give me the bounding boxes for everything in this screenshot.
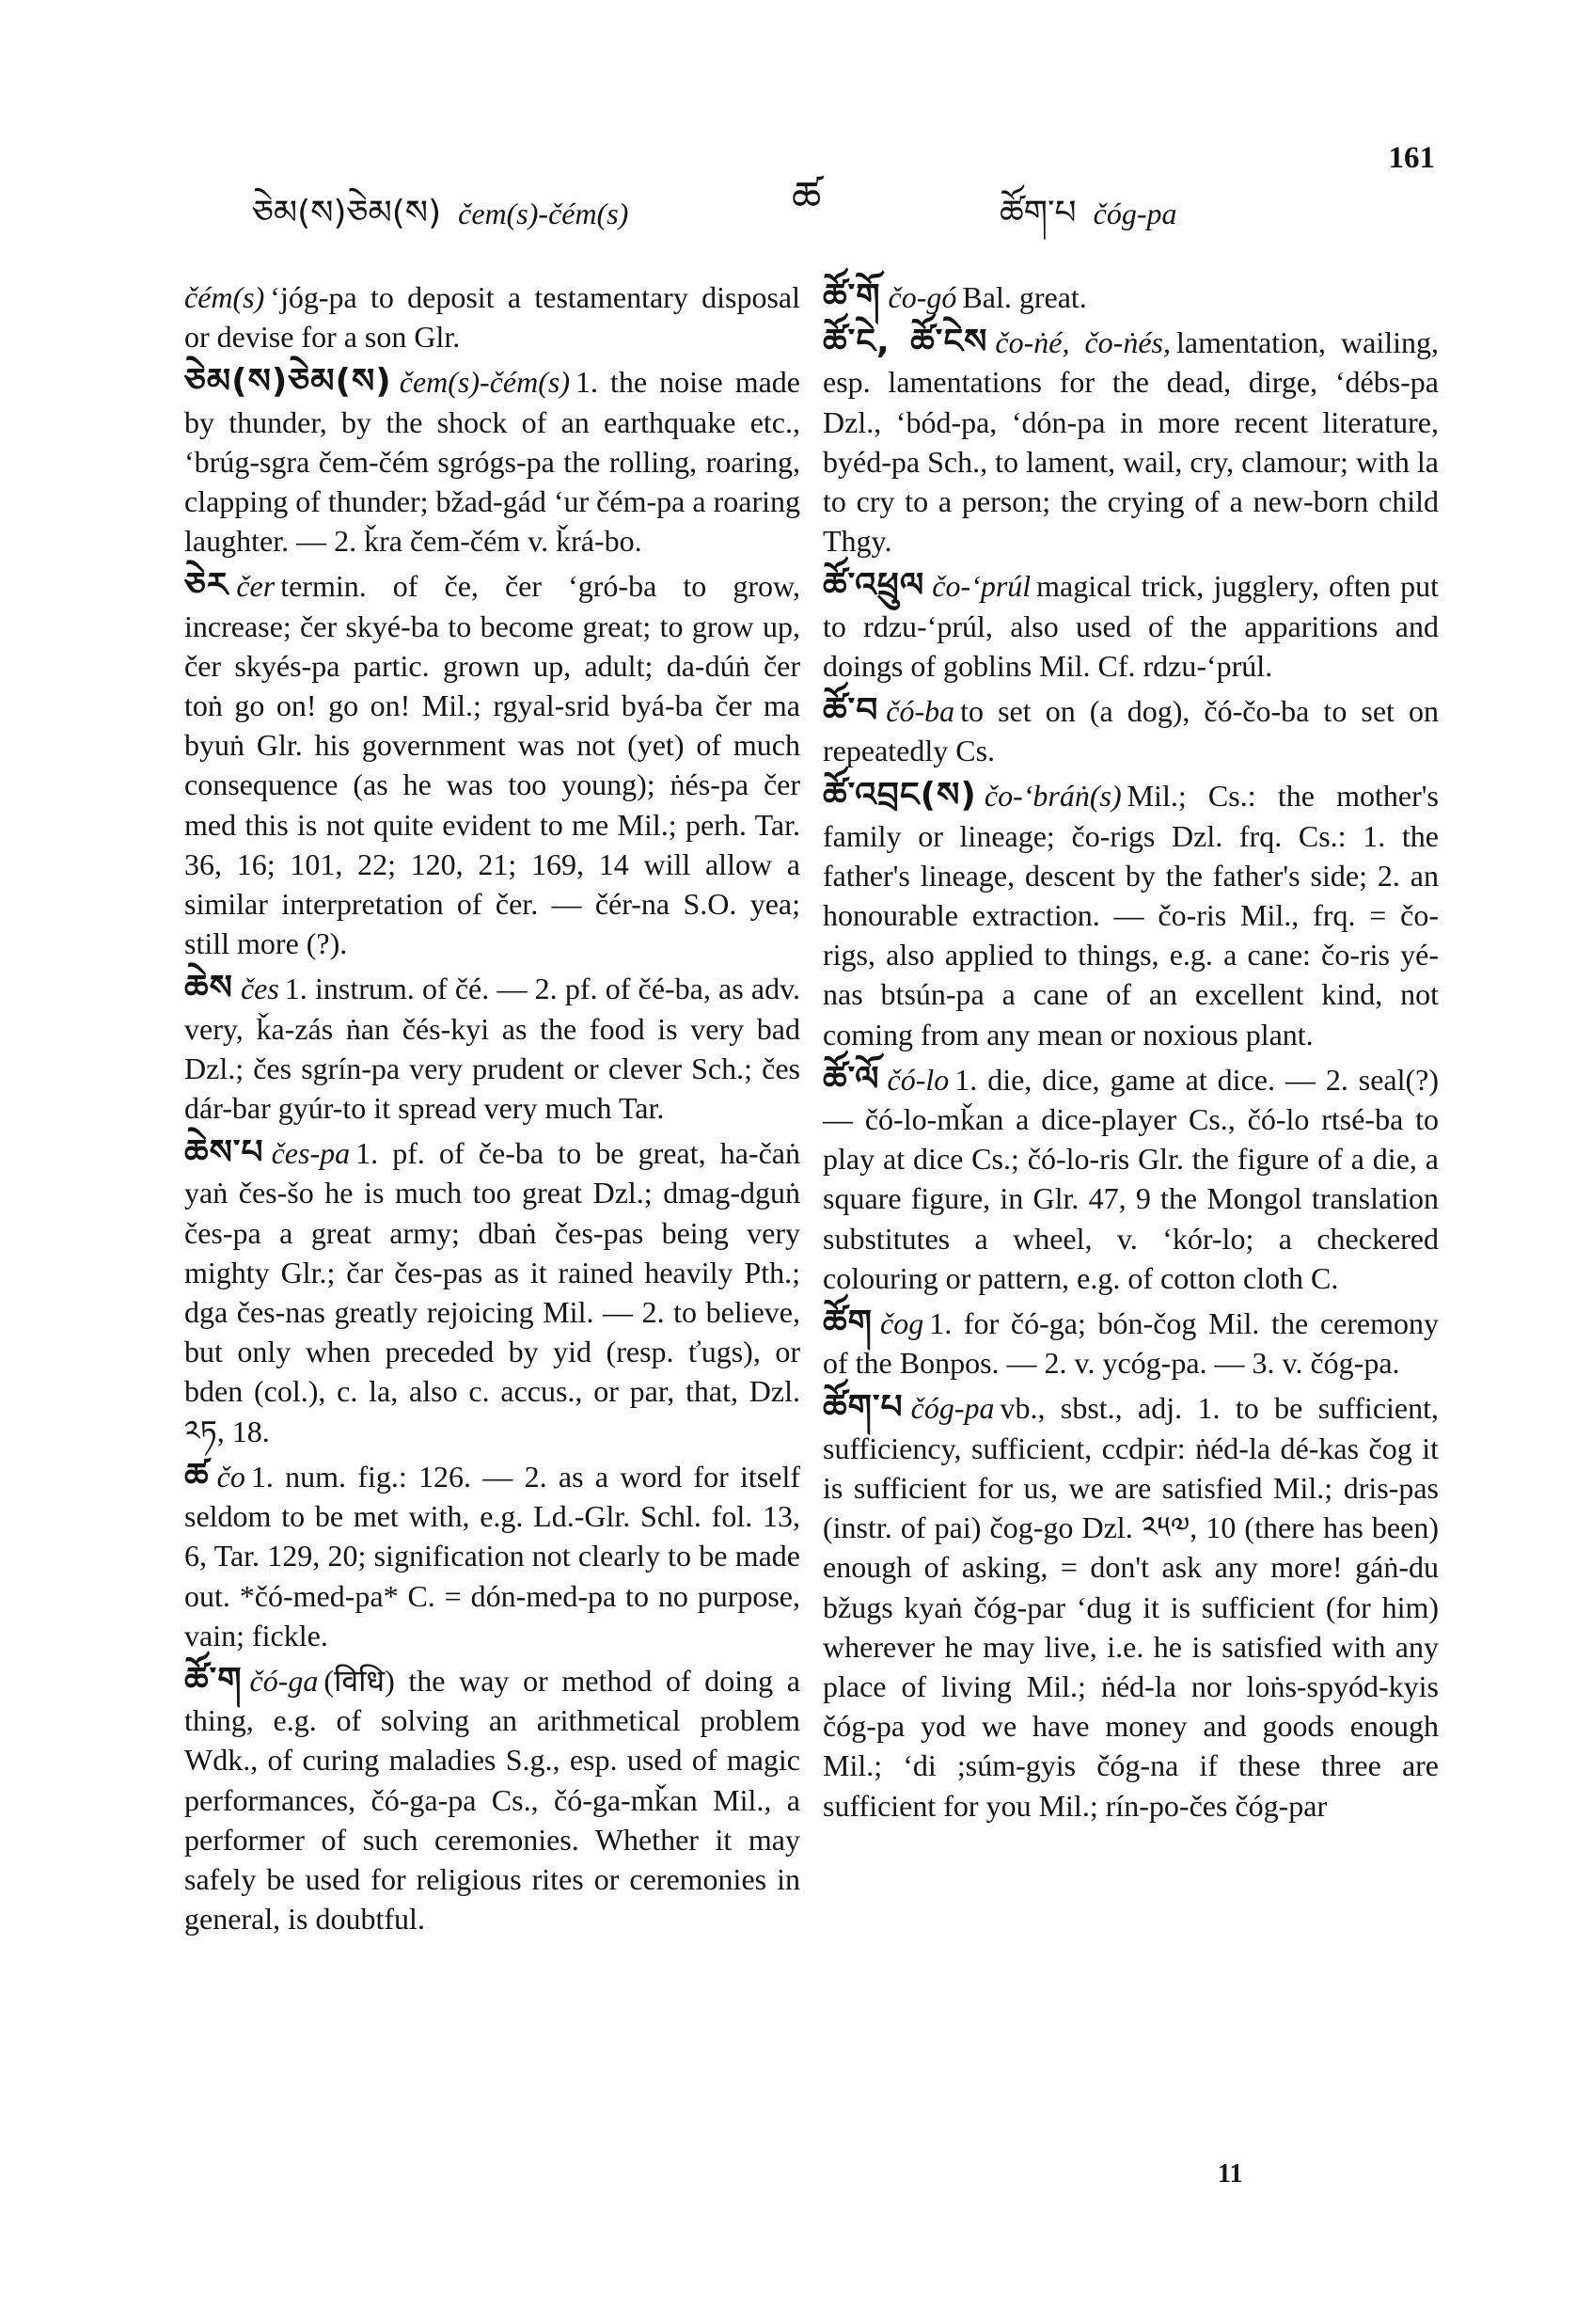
entry-definition: 1. instrum. of čé. — 2. pf. of čé-ba, as adv. very, ǩa-zás ṅan čés-kyi as the food is very bad Dzl.; čes sgrín-pa very prudent or clever Sch.; čes dár-bar gyúr-to it spread very much Tar. bbox=[184, 972, 800, 1126]
entry-transliteration: čó-ga bbox=[249, 1663, 319, 1698]
entry-tibetan-headword: ཚོ་ལོ bbox=[823, 1059, 880, 1099]
entry-definition: 1. pf. of če-ba to be great, ha-čaṅ yaṅ čes-šo he is much too great Dzl.; dmag-dguṅ čes-pa a great army; dbaṅ čes-pas being very mighty Glr.; čar čes-pas as it rained heavily Pth.; dga čes-nas greatly rejoicing Mil. — 2. to believe, but only when preceded by yid (resp. ťugs), or bden (col.), c. la, also c. accus., or par, that, Dzl. ༢ཏ, 18. bbox=[184, 1136, 800, 1448]
entry-definition: 1. for čó-ga; bón-čog Mil. the ceremony of the Bonpos. — 2. v. ycóg-pa. — 3. v. čóg-pa. bbox=[823, 1306, 1439, 1381]
entry-transliteration: čo bbox=[216, 1459, 245, 1494]
entry-transliteration: čó-lo bbox=[887, 1062, 950, 1097]
entry-definition: Mil.; Cs.: the mother's family or lineage; čo-rigs Dzl. frq. Cs.: 1. the father's lineage, descent by the father's side; 2. an honourable extraction. — čo-ris Mil., frq. = čo-rigs, also applied to things, e.g. a cane: čo-ris yé-nas btsún-pa a cane of an excellent kind, not coming from any mean or noxious plant. bbox=[823, 779, 1439, 1051]
entry-tibetan-headword: ཆེས bbox=[184, 969, 233, 1008]
dictionary-entry bbox=[823, 566, 1439, 686]
left-column bbox=[184, 277, 800, 1944]
dictionary-entry bbox=[184, 1661, 800, 1938]
dictionary-entry bbox=[823, 1304, 1439, 1383]
entry-transliteration: čog bbox=[879, 1306, 924, 1341]
entry-definition: 1. die, dice, game at dice. — 2. seal(?) — čó-lo-mǩan a dice-player Cs., čó-lo rtsé-ba to play at dice Cs.; čó-lo-ris Glr. the figure of a die, a square figure, in Glr. 47, 9 the Mongol translation substitutes a wheel, v. ʻkór-lo; a checkered colouring or pattern, e.g. of cotton cloth C. bbox=[823, 1062, 1439, 1295]
entry-tibetan-headword: ཆེས་པ bbox=[184, 1133, 264, 1173]
entry-tibetan-headword: ཚོ་གོ bbox=[823, 277, 881, 316]
entry-tibetan-headword: ཚོ་འཕྲུལ bbox=[823, 566, 925, 606]
entry-definition: (विधि) the way or method of doing a thing, e.g. of solving an arithmetical problem Wdk., of curing maladies S.g., esp. used of magic performances, čó-ga-pa Cs., čó-ga-mǩan Mil., a performer of such ceremonies. Whether it may safely be used for religious rites or ceremonies in general, is doubtful. bbox=[184, 1663, 800, 1937]
entry-tibetan-headword: ཚོ་བ bbox=[823, 691, 879, 731]
dictionary-entry bbox=[823, 323, 1439, 561]
entry-transliteration: čo-ʻbráṅ(s) bbox=[984, 779, 1122, 814]
page-number: 161 bbox=[1388, 141, 1435, 175]
running-head-right bbox=[1000, 174, 1176, 270]
signature-number: 11 bbox=[1218, 2159, 1243, 2189]
entry-tibetan-headword: ཚོག་པ bbox=[823, 1388, 904, 1428]
dictionary-entry bbox=[184, 362, 800, 561]
entry-definition: to set on (a dog), čó-čo-ba to set on repeatedly Cs. bbox=[823, 694, 1439, 768]
dictionary-entry bbox=[184, 566, 800, 963]
entry-transliteration: čo-ʻprúl bbox=[932, 569, 1032, 604]
running-head-right-tibetan: ཚོག་པ bbox=[1000, 194, 1077, 232]
running-head-left-translit: čem(s)-čém(s) bbox=[458, 197, 629, 230]
entry-transliteration: čém(s) bbox=[184, 280, 265, 314]
entry-definition: termin. of če, čer ʻgró-ba to grow, increase; čer skyé-ba to become great; to grow up, čer skyés-pa partic. grown up, adult; da-dúṅ čer toṅ go on! go on! Mil.; rgyal-srid byá-ba čer ma byuṅ Glr. his government was not (yet) of much consequence (as he was too young); ṅés-pa čer med this is not quite evident to me Mil.; perh. Tar. 36, 16; 101, 22; 120, 21; 169, 14 will allow a similar interpretation of čer. — čér-na S.O. yea; still more (?). bbox=[184, 569, 800, 961]
entry-transliteration: čó-ba bbox=[886, 694, 955, 729]
entry-tibetan-headword: ཚོ་ག bbox=[184, 1660, 243, 1700]
entry-tibetan-headword: ཚ bbox=[184, 1456, 210, 1495]
running-head-left-tibetan: ཅེམ(ས)ཅེམ(ས) bbox=[252, 194, 442, 232]
entry-transliteration: čem(s)-čém(s) bbox=[399, 365, 570, 400]
dictionary-entry bbox=[823, 277, 1439, 317]
entry-tibetan-headword: ཅེར bbox=[184, 566, 229, 606]
dictionary-entry bbox=[184, 277, 800, 356]
entry-transliteration: čes-pa bbox=[271, 1136, 351, 1171]
entry-definition: lamentation, wailing, esp. lamentations for the dead, dirge, ʻdébs-pa Dzl., ʻbód-pa, ʻdón-pa in more recent literature, byéd-pa Sch., to lament, wail, cry, clamour; with la to cry to a person; the crying of a new-born child Thgy. bbox=[823, 325, 1440, 559]
entry-tibetan-headword: ཚོ་ངེ, ཚོ་ངེས bbox=[823, 323, 988, 362]
right-column bbox=[823, 277, 1439, 1831]
entry-definition: magical trick, jugglery, often put to rdzu-ʻprúl, also used of the apparitions and doings of goblins Mil. Cf. rdzu-ʻprúl. bbox=[823, 569, 1439, 683]
dictionary-entry bbox=[823, 1388, 1439, 1825]
dictionary-entry bbox=[184, 969, 800, 1128]
dictionary-entry bbox=[184, 1457, 800, 1655]
section-letter: ཚ bbox=[792, 173, 822, 221]
entry-transliteration: čóg-pa bbox=[910, 1391, 995, 1426]
entry-tibetan-headword: ཚོ་འབྲང(ས) bbox=[823, 776, 977, 815]
entry-definition: vb., sbst., adj. 1. to be sufficient, sufficiency, sufficient, ccdpir: ṅéd-la dé-kas čog it is sufficient for us, we are satisfied Mil.; dris-pas (instr. of pai) čog-go Dzl. ༢༥༧, 10 (there has been) enough of asking, = don't ask any more! gáṅ-du bžugs kyaṅ čóg-par ʻdug it is sufficient (for him) wherever he may live, i.e. he is satisfied with any place of living Mil.; ṅéd-la nor loṅs-spyód-kyis čóg-pa yod we have money and goods enough Mil.; ʻdi ;súm-gyis čóg-na if these three are sufficient for you Mil.; rín-po-čes čóg-par bbox=[823, 1391, 1439, 1823]
entry-transliteration: čer bbox=[236, 569, 276, 604]
dictionary-entry bbox=[823, 776, 1439, 1053]
entry-transliteration: čo-gó bbox=[888, 280, 957, 314]
dictionary-entry bbox=[823, 691, 1439, 770]
entry-transliteration: čo-ṅé, čo-ṅés, bbox=[995, 325, 1171, 360]
entry-transliteration: čes bbox=[240, 972, 279, 1006]
entry-definition: 1. the noise made by thunder, by the shock of an earthquake etc., ʻbrúg-sgra čem-čém sgrógs-pa the rolling, roaring, clapping of thunder; bžad-gád ʻur čém-pa a roaring laughter. — 2. ǩra čem-čém v. ǩrá-bo. bbox=[184, 365, 800, 559]
entry-definition: ʻjóg-pa to deposit a testamentary disposal or devise for a son Glr. bbox=[184, 280, 800, 355]
running-head-left bbox=[252, 174, 628, 270]
dictionary-entry bbox=[184, 1133, 800, 1451]
entry-definition: 1. num. fig.: 126. — 2. as a word for itself seldom to be met with, e.g. Ld.-Glr. Schl. fol. 13, 6, Tar. 129, 20; signification not clearly to be made out. *čó-med-pa* C. = dón-med-pa to no purpose, vain; fickle. bbox=[184, 1459, 800, 1652]
entry-tibetan-headword: ཚོག bbox=[823, 1304, 873, 1343]
entry-tibetan-headword: ཅེམ(ས)ཅེམ(ས) bbox=[184, 362, 392, 402]
running-head-right-translit: čóg-pa bbox=[1093, 197, 1177, 230]
entry-definition: Bal. great. bbox=[962, 280, 1087, 314]
dictionary-entry bbox=[823, 1060, 1439, 1298]
